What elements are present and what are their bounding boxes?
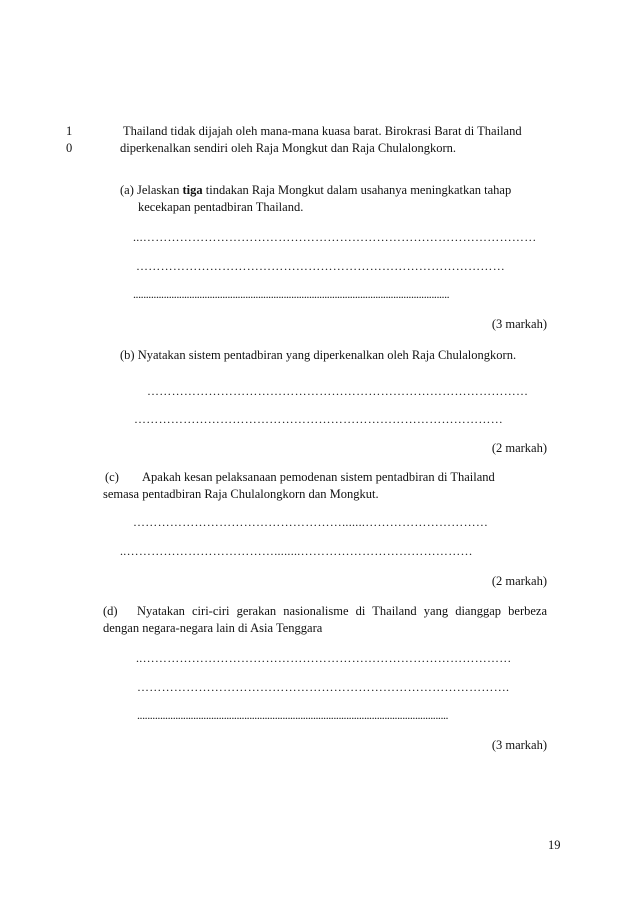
page-number: 19: [548, 838, 561, 852]
part-d-question-line-1: Nyatakan ciri-ciri gerakan nasionalisme di Thailand yang dianggap berbeza: [137, 604, 547, 618]
part-a-answer-line-2[interactable]: ………………………………………………………………………………: [136, 259, 505, 273]
part-c-answer-line-2[interactable]: ..………………………………........……………………………………: [120, 544, 473, 558]
part-d-label: (d): [103, 604, 118, 618]
part-b-marks: (2 markah): [491, 441, 547, 455]
part-c-label: (c): [105, 470, 119, 484]
part-b-question: (b) Nyatakan sistem pentadbiran yang diperkenalkan oleh Raja Chulalongkorn.: [120, 348, 517, 362]
part-a-prefix: (a) Jelaskan: [120, 183, 183, 197]
part-d-marks: (3 markah): [491, 738, 547, 752]
intro-line-2: diperkenalkan sendiri oleh Raja Mongkut dan Raja Chulalongkorn.: [120, 141, 457, 155]
part-a-rest: tindakan Raja Mongkut dalam usahanya meningkatkan tahap: [202, 183, 512, 197]
part-d-answer-line-2[interactable]: ……………………………………………………………………………….: [137, 680, 510, 694]
part-d-question-line-2: dengan negara-negara lain di Asia Tenggara: [103, 621, 323, 635]
part-a-answer-line-3[interactable]: ............................................................................................................................: [133, 287, 450, 301]
part-c-question-line-2: semasa pentadbiran Raja Chulalongkorn dan Mongkut.: [103, 487, 379, 501]
part-d-answer-line-1[interactable]: ..………………………………………………………………………………: [136, 651, 512, 665]
part-a-emphasis: tiga: [182, 183, 203, 197]
part-a-question-line-2: kecekapan pentadbiran Thailand.: [138, 200, 304, 214]
part-d-answer-line-3[interactable]: ..........................................................................................................................: [137, 708, 449, 722]
part-a-answer-line-1[interactable]: ...……………………………………………………………………………………: [133, 230, 537, 244]
part-b-answer-line-2[interactable]: ………………………………………………………………………………: [134, 412, 503, 426]
part-b-answer-line-1[interactable]: …………………………………………………………………………………: [147, 384, 529, 398]
question-number-top: 1: [66, 124, 73, 138]
question-number-bottom: 0: [66, 141, 73, 155]
part-a-question-line-1: [120, 183, 511, 198]
intro-line-1: Thailand tidak dijajah oleh mana-mana kuasa barat. Birokrasi Barat di Thailand: [123, 124, 522, 138]
part-a-marks: (3 markah): [491, 317, 547, 331]
part-c-answer-line-1[interactable]: …………………………………………….......…………………………: [133, 515, 489, 529]
part-c-marks: (2 markah): [491, 574, 547, 588]
part-c-question-line-1: Apakah kesan pelaksanaan pemodenan sistem pentadbiran di Thailand: [142, 470, 495, 484]
